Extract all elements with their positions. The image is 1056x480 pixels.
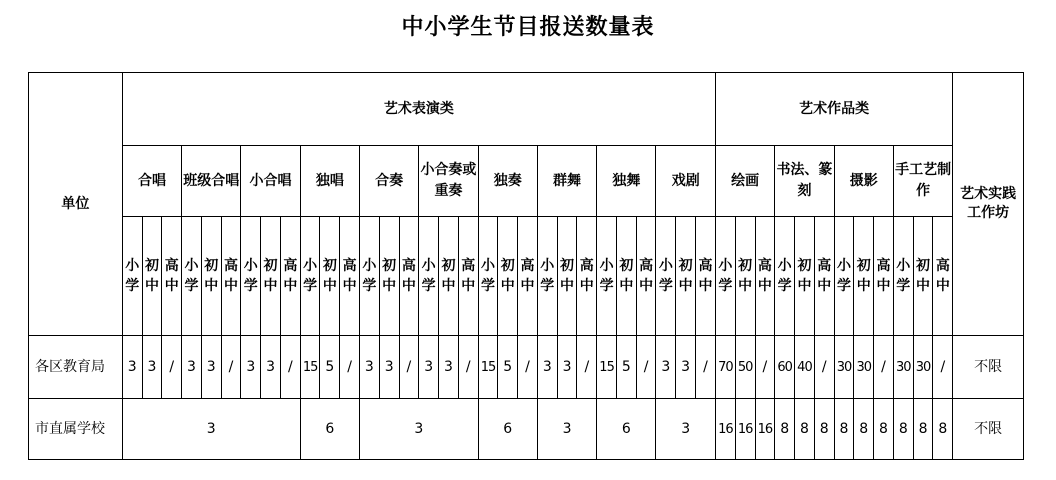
report-table bbox=[28, 72, 1024, 460]
item-header: 独奏 bbox=[478, 146, 537, 217]
item-header: 合奏 bbox=[360, 146, 419, 217]
level-header: 初中 bbox=[320, 217, 340, 336]
table-cell: 8 bbox=[834, 399, 854, 460]
table-cell: 30 bbox=[893, 336, 913, 399]
level-header: 初中 bbox=[201, 217, 221, 336]
row-unit: 市直属学校 bbox=[29, 399, 123, 460]
table-cell: 60 bbox=[775, 336, 795, 399]
table-cell: 3 bbox=[142, 336, 162, 399]
table-cell: 3 bbox=[201, 336, 221, 399]
practice-header: 艺术实践工作坊 bbox=[953, 73, 1024, 336]
level-header: 高中 bbox=[518, 217, 538, 336]
header-row-groups bbox=[29, 73, 1024, 146]
level-header: 初中 bbox=[616, 217, 636, 336]
item-header: 绘画 bbox=[716, 146, 775, 217]
table-row bbox=[29, 399, 1024, 460]
item-header: 群舞 bbox=[537, 146, 596, 217]
table-cell: 3 bbox=[656, 336, 676, 399]
table-cell: / bbox=[399, 336, 419, 399]
level-header: 初中 bbox=[142, 217, 162, 336]
level-header: 初中 bbox=[439, 217, 459, 336]
level-header: 初中 bbox=[557, 217, 577, 336]
level-header: 小学 bbox=[775, 217, 795, 336]
item-header: 戏剧 bbox=[656, 146, 716, 217]
table-cell: 3 bbox=[656, 399, 716, 460]
level-header: 高中 bbox=[162, 217, 182, 336]
item-header: 独舞 bbox=[597, 146, 656, 217]
table-cell: 3 bbox=[360, 399, 479, 460]
header-row-items bbox=[29, 146, 1024, 217]
table-row bbox=[29, 336, 1024, 399]
table-cell: 8 bbox=[814, 399, 834, 460]
table-cell: 3 bbox=[261, 336, 281, 399]
table-cell: / bbox=[874, 336, 894, 399]
table-cell: 50 bbox=[735, 336, 755, 399]
table-cell: 8 bbox=[893, 399, 913, 460]
item-header: 独唱 bbox=[300, 146, 359, 217]
level-header: 高中 bbox=[458, 217, 478, 336]
table-cell: / bbox=[577, 336, 597, 399]
level-header: 高中 bbox=[221, 217, 241, 336]
table-cell: 3 bbox=[360, 336, 380, 399]
level-header: 小学 bbox=[834, 217, 854, 336]
table-cell: 8 bbox=[933, 399, 953, 460]
level-header: 初中 bbox=[676, 217, 696, 336]
row-unit: 各区教育局 bbox=[29, 336, 123, 399]
level-header: 小学 bbox=[182, 217, 202, 336]
table-cell: 40 bbox=[795, 336, 815, 399]
works-group-header: 艺术作品类 bbox=[716, 73, 953, 146]
table-cell: 8 bbox=[854, 399, 874, 460]
table-cell: 30 bbox=[834, 336, 854, 399]
table-cell: 30 bbox=[854, 336, 874, 399]
table-cell: 3 bbox=[122, 336, 142, 399]
level-header: 小学 bbox=[241, 217, 261, 336]
item-header: 小合唱 bbox=[241, 146, 300, 217]
table-cell: 3 bbox=[419, 336, 439, 399]
level-header: 小学 bbox=[537, 217, 557, 336]
table-cell: 16 bbox=[716, 399, 736, 460]
item-header: 手工艺制作 bbox=[893, 146, 952, 217]
level-header: 高中 bbox=[696, 217, 716, 336]
table-cell: 8 bbox=[795, 399, 815, 460]
table-cell: / bbox=[280, 336, 300, 399]
performance-group-header: 艺术表演类 bbox=[122, 73, 715, 146]
level-header: 初中 bbox=[735, 217, 755, 336]
table-cell: 3 bbox=[537, 336, 557, 399]
level-header: 初中 bbox=[379, 217, 399, 336]
table-cell: / bbox=[458, 336, 478, 399]
level-header: 初中 bbox=[261, 217, 281, 336]
table-cell: 3 bbox=[379, 336, 399, 399]
table-cell: / bbox=[636, 336, 656, 399]
table-cell: 5 bbox=[320, 336, 340, 399]
table-cell: / bbox=[518, 336, 538, 399]
table-cell: 6 bbox=[478, 399, 537, 460]
level-header: 小学 bbox=[716, 217, 736, 336]
unit-header: 单位 bbox=[29, 73, 123, 336]
level-header: 小学 bbox=[300, 217, 320, 336]
table-cell: / bbox=[696, 336, 716, 399]
level-header: 小学 bbox=[656, 217, 676, 336]
table-cell: 15 bbox=[597, 336, 617, 399]
table-cell: / bbox=[933, 336, 953, 399]
level-header: 高中 bbox=[280, 217, 300, 336]
level-header: 小学 bbox=[360, 217, 380, 336]
table-cell: 30 bbox=[913, 336, 933, 399]
table-cell: 3 bbox=[439, 336, 459, 399]
level-header: 高中 bbox=[814, 217, 834, 336]
table-cell: 15 bbox=[300, 336, 320, 399]
table-cell: 15 bbox=[478, 336, 498, 399]
item-header: 书法、篆刻 bbox=[775, 146, 834, 217]
table-cell: 5 bbox=[498, 336, 518, 399]
table-cell: 16 bbox=[755, 399, 775, 460]
table-cell: 16 bbox=[735, 399, 755, 460]
item-header: 摄影 bbox=[834, 146, 893, 217]
table-cell: 6 bbox=[597, 399, 656, 460]
table-cell: 8 bbox=[775, 399, 795, 460]
level-header: 高中 bbox=[874, 217, 894, 336]
level-header: 小学 bbox=[597, 217, 617, 336]
table-cell: 6 bbox=[300, 399, 359, 460]
table-cell: / bbox=[755, 336, 775, 399]
table-cell: 3 bbox=[122, 399, 300, 460]
table-cell: 3 bbox=[241, 336, 261, 399]
row-practice: 不限 bbox=[953, 336, 1024, 399]
level-header: 初中 bbox=[498, 217, 518, 336]
table-cell: 5 bbox=[616, 336, 636, 399]
table-cell: / bbox=[162, 336, 182, 399]
table-cell: 8 bbox=[874, 399, 894, 460]
header-row-levels bbox=[29, 217, 1024, 336]
table-cell: 3 bbox=[676, 336, 696, 399]
level-header: 高中 bbox=[933, 217, 953, 336]
item-header: 小合奏或重奏 bbox=[419, 146, 478, 217]
level-header: 初中 bbox=[854, 217, 874, 336]
table-cell: 3 bbox=[537, 399, 596, 460]
level-header: 小学 bbox=[478, 217, 498, 336]
level-header: 初中 bbox=[795, 217, 815, 336]
table-cell: 3 bbox=[557, 336, 577, 399]
table-cell: 8 bbox=[913, 399, 933, 460]
table-cell: / bbox=[340, 336, 360, 399]
level-header: 小学 bbox=[893, 217, 913, 336]
level-header: 初中 bbox=[913, 217, 933, 336]
item-header: 合唱 bbox=[122, 146, 181, 217]
table-cell: 3 bbox=[182, 336, 202, 399]
level-header: 高中 bbox=[755, 217, 775, 336]
row-practice: 不限 bbox=[953, 399, 1024, 460]
page-title: 中小学生节目报送数量表 bbox=[401, 14, 655, 40]
table-cell: / bbox=[221, 336, 241, 399]
table-cell: 70 bbox=[716, 336, 736, 399]
level-header: 高中 bbox=[340, 217, 360, 336]
level-header: 小学 bbox=[122, 217, 142, 336]
level-header: 高中 bbox=[399, 217, 419, 336]
item-header: 班级合唱 bbox=[182, 146, 241, 217]
level-header: 小学 bbox=[419, 217, 439, 336]
table-cell: / bbox=[814, 336, 834, 399]
level-header: 高中 bbox=[636, 217, 656, 336]
level-header: 高中 bbox=[577, 217, 597, 336]
